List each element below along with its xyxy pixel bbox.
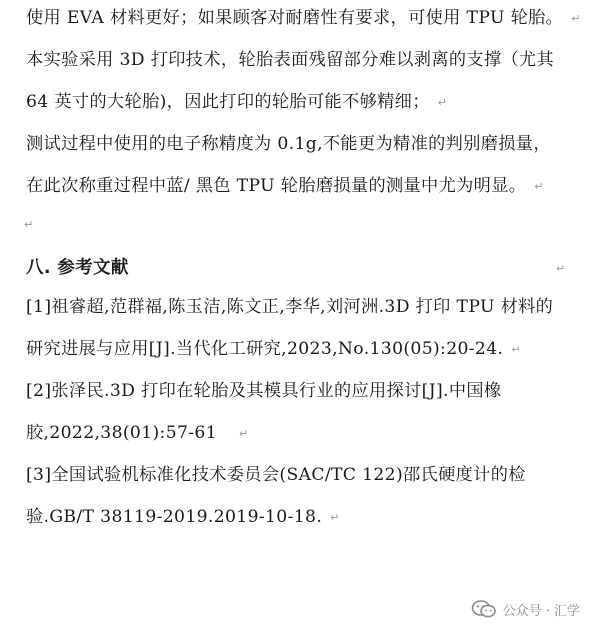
body-line: 在此次称重过程中蓝/ 黑色 TPU 轮胎磨损量的测量中尤为明显。 ↵	[26, 174, 586, 199]
reference-line: [1]祖睿超,范群福,陈玉洁,陈文正,李华,刘河洲.3D 打印 TPU 材料的	[26, 297, 554, 317]
paragraph-mark-icon: ↵	[24, 218, 34, 231]
body-line: 使用 EVA 材料更好；如果顾客对耐磨性有要求，可使用 TPU 轮胎。 ↵	[26, 6, 586, 31]
section-heading: 八. 参考文献	[26, 258, 129, 278]
paragraph-mark-icon: ↵	[534, 179, 544, 193]
paragraph-mark-icon: ↵	[556, 262, 566, 275]
wechat-icon	[471, 600, 497, 618]
body-line: 测试过程中使用的电子称精度为 0.1g,不能更为精准的判别磨损量，	[26, 134, 551, 154]
reference-line: 验.GB/T 38119-2019.2019-10-18. ↵	[26, 505, 586, 530]
paragraph-mark-icon: ↵	[437, 95, 448, 109]
reference-line: 胶,2022,38(01):57-61 ↵	[26, 421, 586, 446]
reference-line: [2]张泽民.3D 打印在轮胎及其模具行业的应用探讨[J].中国橡	[26, 381, 502, 401]
reference-line: 研究进展与应用[J].当代化工研究,2023,No.130(05):20-24. ↵	[26, 337, 586, 362]
paragraph-mark-icon: ↵	[239, 426, 249, 440]
paragraph-mark-icon: ↵	[511, 342, 521, 356]
body-line: 64 英寸的大轮胎)，因此打印的轮胎可能不够精细； ↵	[26, 90, 586, 115]
watermark-text: 公众号 · 汇学	[502, 603, 580, 619]
paragraph-mark-icon: ↵	[571, 11, 581, 25]
paragraph-mark-icon: ↵	[330, 510, 340, 524]
body-line: 本实验采用 3D 打印技术，轮胎表面残留部分难以剥离的支撑（尤其	[26, 50, 555, 70]
reference-line: [3]全国试验机标准化技术委员会(SAC/TC 122)邵氏硬度计的检	[26, 465, 526, 485]
watermark	[471, 597, 580, 621]
